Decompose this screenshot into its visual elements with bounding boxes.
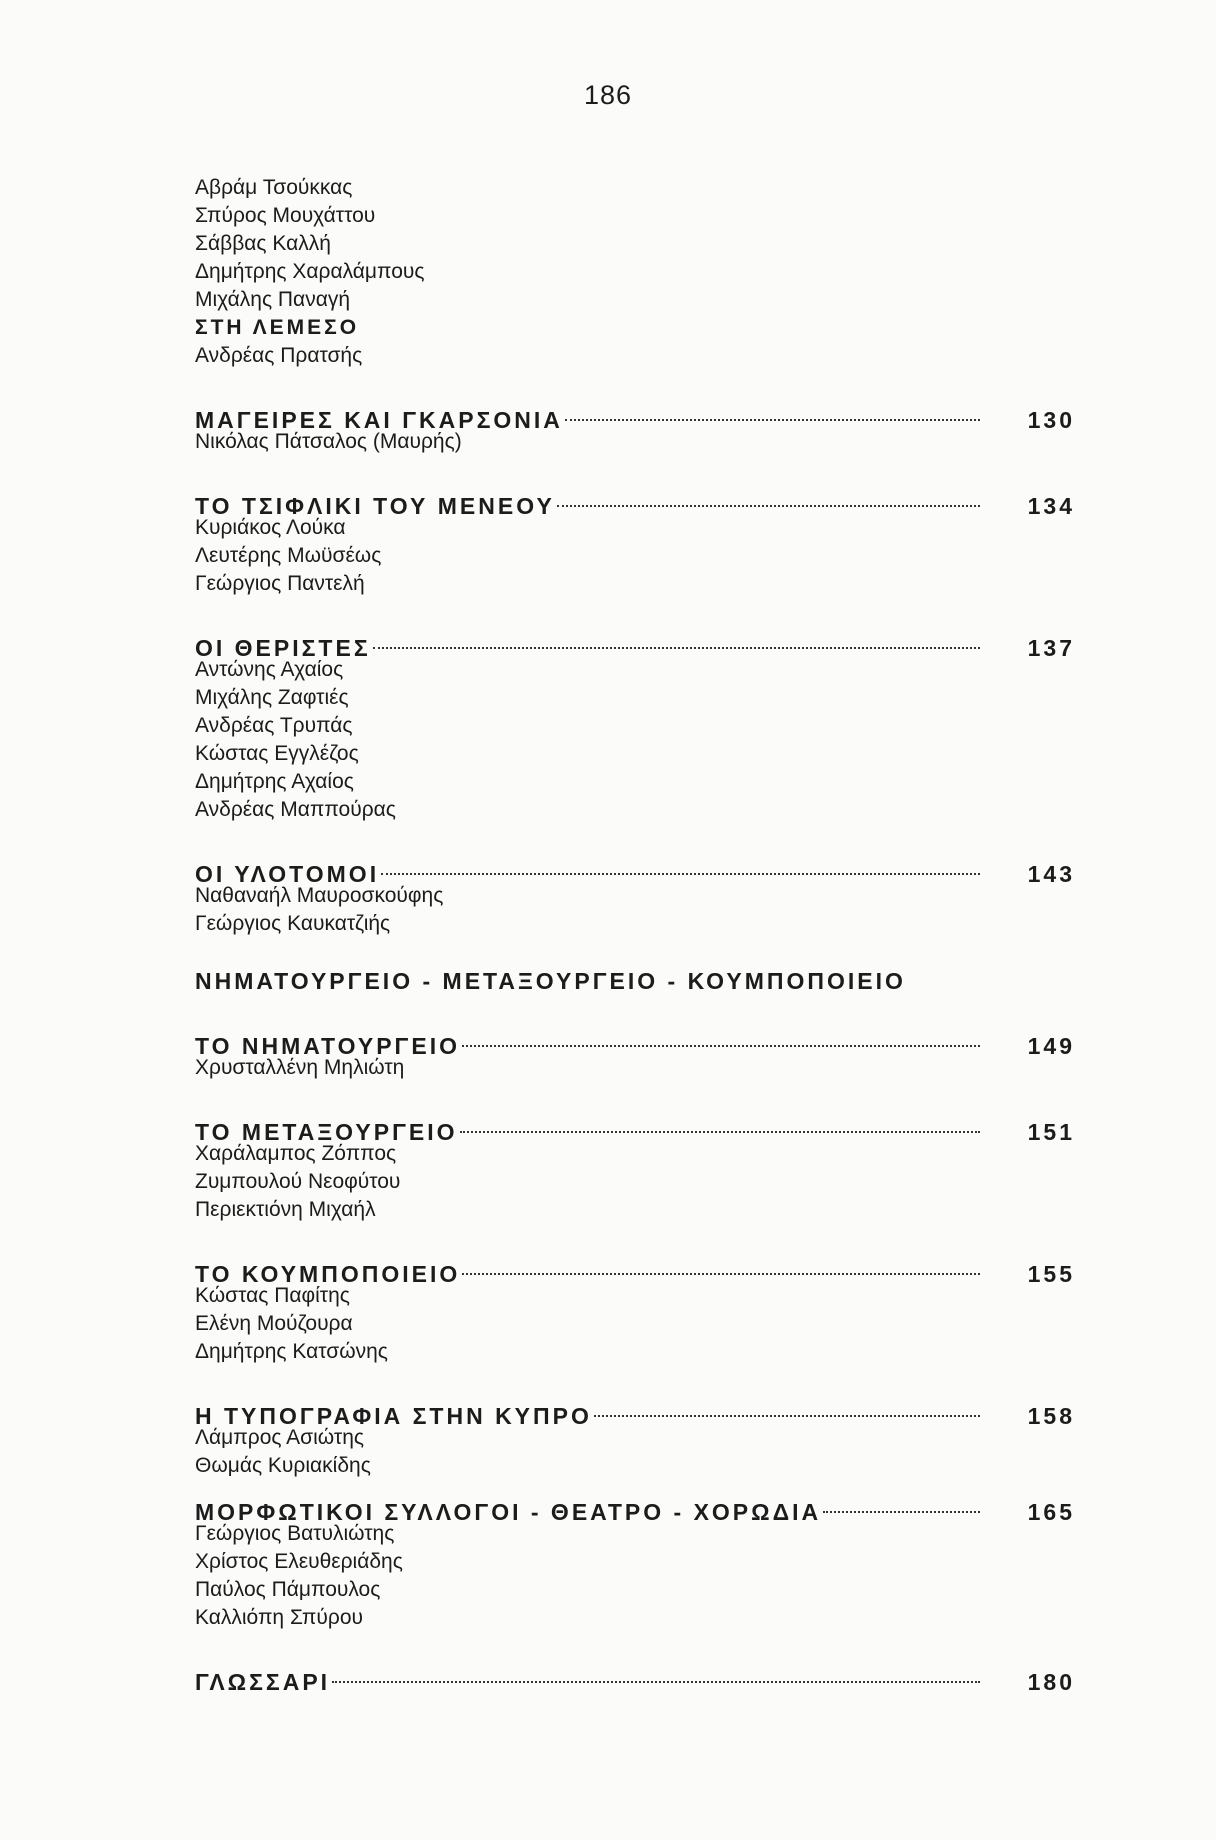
toc-entry-title: ΜΟΡΦΩΤΙΚΟΙ ΣΥΛΛΟΓΟΙ - ΘΕΑΤΡΟ - ΧΟΡΩΔΙΑ <box>195 1499 822 1525</box>
dot-leader <box>458 1110 980 1140</box>
dot-leader <box>460 1252 980 1282</box>
toc-entry <box>195 1490 1075 1525</box>
list-item: Αβράμ Τσούκκας <box>195 176 353 199</box>
list-item: Λάμπρος Ασιώτης <box>195 1426 365 1449</box>
toc-entry <box>195 626 1075 661</box>
toc-entry-title: ΟΙ ΘΕΡΙΣΤΕΣ <box>195 635 371 661</box>
toc-entry <box>195 852 1075 887</box>
list-item: Δημήτρης Χαραλάμπους <box>195 260 425 283</box>
toc-entry-page: 155 <box>1027 1261 1075 1287</box>
dot-leader <box>330 1660 980 1690</box>
subheading: ΣΤΗ ΛΕΜΕΣΟ <box>195 316 360 339</box>
toc-entry <box>195 1024 1075 1059</box>
dot-leader <box>371 626 980 656</box>
toc-entry-page: 134 <box>1027 493 1075 519</box>
dot-leader <box>563 398 980 428</box>
list-item: Γεώργιος Παντελή <box>195 572 365 595</box>
page-number: 186 <box>583 80 633 110</box>
list-item: Ανδρέας Μαππούρας <box>195 798 396 821</box>
list-item: Κυριάκος Λούκα <box>195 516 346 539</box>
list-item: Νικόλας Πάτσαλος (Μαυρής) <box>195 430 462 453</box>
list-item: Ελένη Μούζουρα <box>195 1312 353 1335</box>
list-item: Λευτέρης Μωϋσέως <box>195 544 382 567</box>
toc-entry-page: 180 <box>1027 1669 1075 1695</box>
list-item: Μιχάλης Ζαφτιές <box>195 686 349 709</box>
toc-entry-page: 130 <box>1027 407 1075 433</box>
list-item: Μιχάλης Παναγή <box>195 288 351 311</box>
list-item: Θωμάς Κυριακίδης <box>195 1454 371 1477</box>
toc-entry-title: ΜΑΓΕΙΡΕΣ ΚΑΙ ΓΚΑΡΣΟΝΙΑ <box>195 407 563 433</box>
toc-entry <box>195 484 1075 519</box>
toc-entry-title: ΓΛΩΣΣΑΡΙ <box>195 1669 331 1695</box>
list-item: Δημήτρης Κατσώνης <box>195 1340 388 1363</box>
dot-leader <box>821 1490 980 1520</box>
toc-entry-page: 143 <box>1027 861 1075 887</box>
toc-entry-title: ΤΟ ΤΣΙΦΛΙΚΙ ΤΟΥ ΜΕΝΕΟΥ <box>195 493 555 519</box>
toc-entry <box>195 1252 1075 1287</box>
toc-entry <box>195 1660 1075 1695</box>
list-item: Χαράλαμπος Ζόππος <box>195 1142 397 1165</box>
toc-entry-title: ΤΟ ΚΟΥΜΠΟΠΟΙΕΙΟ <box>195 1261 461 1287</box>
list-item: Ανδρέας Πρατσής <box>195 344 363 367</box>
dot-leader <box>555 484 980 514</box>
list-item: Δημήτρης Αχαίος <box>195 770 354 793</box>
toc-entry <box>195 1110 1075 1145</box>
list-item: Γεώργιος Καυκατζιής <box>195 912 391 935</box>
toc-entry-title: Η ΤΥΠΟΓΡΑΦΙΑ ΣΤΗΝ ΚΥΠΡΟ <box>195 1403 592 1429</box>
list-item: Ζυμπουλού Νεοφύτου <box>195 1170 401 1193</box>
toc-entry <box>195 1394 1075 1429</box>
toc-entry-page: 149 <box>1027 1033 1075 1059</box>
toc-entry-page: 151 <box>1027 1119 1075 1145</box>
toc-entry-title: ΟΙ ΥΛΟΤΟΜΟΙ <box>195 861 380 887</box>
list-item: Γεώργιος Βατυλιώτης <box>195 1522 395 1545</box>
list-item: Χρυσταλλένη Μηλιώτη <box>195 1056 405 1079</box>
list-item: Ναθαναήλ Μαυροσκούφης <box>195 884 444 907</box>
list-item: Κώστας Εγγλέζος <box>195 742 359 765</box>
list-item: Σάββας Καλλή <box>195 232 331 255</box>
toc-entry-title: ΤΟ ΝΗΜΑΤΟΥΡΓΕΙΟ <box>195 1033 461 1059</box>
dot-leader <box>592 1394 980 1424</box>
toc-entry-page: 165 <box>1027 1499 1075 1525</box>
toc-entry-title: ΤΟ ΜΕΤΑΞΟΥΡΓΕΙΟ <box>195 1119 458 1145</box>
list-item: Ανδρέας Τρυπάς <box>195 714 353 737</box>
dot-leader <box>460 1024 980 1054</box>
list-item: Αντώνης Αχαίος <box>195 658 344 681</box>
list-item: Παύλος Πάμπουλος <box>195 1578 381 1601</box>
list-item: Χρίστος Ελευθεριάδης <box>195 1550 403 1573</box>
toc-entry-page: 158 <box>1027 1403 1075 1429</box>
table-of-contents <box>195 174 1075 1695</box>
toc-entry <box>195 398 1075 433</box>
major-heading: ΝΗΜΑΤΟΥΡΓΕΙΟ - ΜΕΤΑΞΟΥΡΓΕΙΟ - ΚΟΥΜΠΟΠΟΙΕΙΟ <box>195 968 906 994</box>
list-item: Σπύρος Μουχάττου <box>195 204 376 227</box>
toc-entry-page: 137 <box>1027 635 1075 661</box>
list-item: Κώστας Παφίτης <box>195 1284 350 1307</box>
list-item: Καλλιόπη Σπύρου <box>195 1606 363 1629</box>
dot-leader <box>379 852 980 882</box>
list-item: Περιεκτιόνη Μιχαήλ <box>195 1198 376 1221</box>
